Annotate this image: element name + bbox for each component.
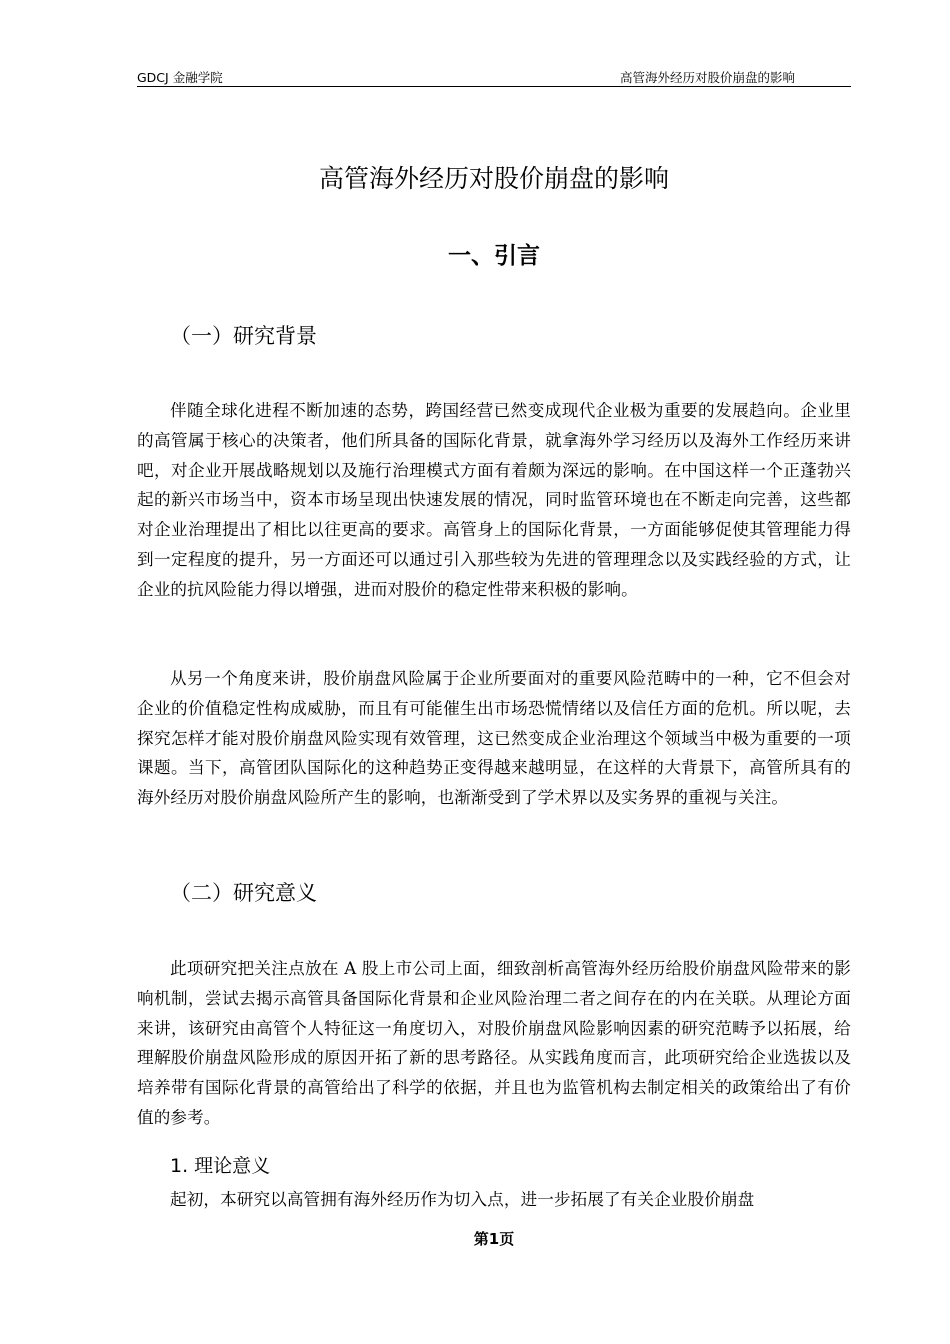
section-heading-significance: （二）研究意义 xyxy=(170,881,317,905)
background-paragraph-1: 伴随全球化进程不断加速的态势，跨国经营已然变成现代企业极为重要的发展趋向。企业里的高管属于核心的决策者，他们所具备的国际化背景，就拿海外学习经历以及海外工作经历来讲吧，对企业开展战略规划以及施行治理模式方面有着颇为深远的影响。在中国这样一个正蓬勃兴起的新兴市场当中，资本市场呈现出快速发展的情况，同时监管环境也在不断走向完善，这些都对企业治理提出了相比以往更高的要求。高管身上的国际化背景，一方面能够促使其管理能力得到一定程度的提升，另一方面还可以通过引入那些较为先进的管理理念以及实践经验的方式，让企业的抗风险能力得以增强，进而对股价的稳定性带来积极的影响。 xyxy=(137,401,851,599)
page-number: 第1页 xyxy=(473,1230,515,1248)
significance-paragraph: 此项研究把关注点放在 A 股上市公司上面，细致剖析高管海外经历给股价崩盘风险带来的影响机制，尝试去揭示高管具备国际化背景和企业风险治理二者之间存在的内在关联。从理论方面来讲，该研究由高管个人特征这一角度切入，对股价崩盘风险影响因素的研究范畴予以拓展，给理解股价崩盘风险形成的原因开拓了新的思考路径。从实践角度而言，此项研究给企业选拔以及培养带有国际化背景的高管给出了科学的依据，并且也为监管机构去制定相关的政策给出了有价值的参考。 xyxy=(137,959,851,1127)
background-paragraph-2: 从另一个角度来讲，股价崩盘风险属于企业所要面对的重要风险范畴中的一种，它不但会对企业的价值稳定性构成威胁，而且有可能催生出市场恐慌情绪以及信任方面的危机。所以呢，去探究怎样才能对股价崩盘风险实现有效管理，这已然变成企业治理这个领域当中极为重要的一项课题。当下，高管团队国际化的这种趋势正变得越来越明显，在这样的大背景下，高管所具有的海外经历对股价崩盘风险所产生的影响，也渐渐受到了学术界以及实务界的重视与关注。 xyxy=(137,669,851,808)
document-title: 高管海外经历对股价崩盘的影响 xyxy=(318,164,669,193)
header-right-text: 高管海外经历对股价崩盘的影响 xyxy=(619,70,795,85)
theoretical-paragraph: 起初，本研究以高管拥有海外经历作为切入点，进一步拓展了有关企业股价崩盘 xyxy=(170,1190,755,1209)
chapter-heading: 一、引言 xyxy=(448,243,540,269)
subsection-heading-theoretical: 1. 理论意义 xyxy=(170,1155,271,1177)
header-left-text: GDCJ 金融学院 xyxy=(137,70,223,85)
page-header xyxy=(137,68,851,87)
section-heading-background: （一）研究背景 xyxy=(170,324,317,348)
